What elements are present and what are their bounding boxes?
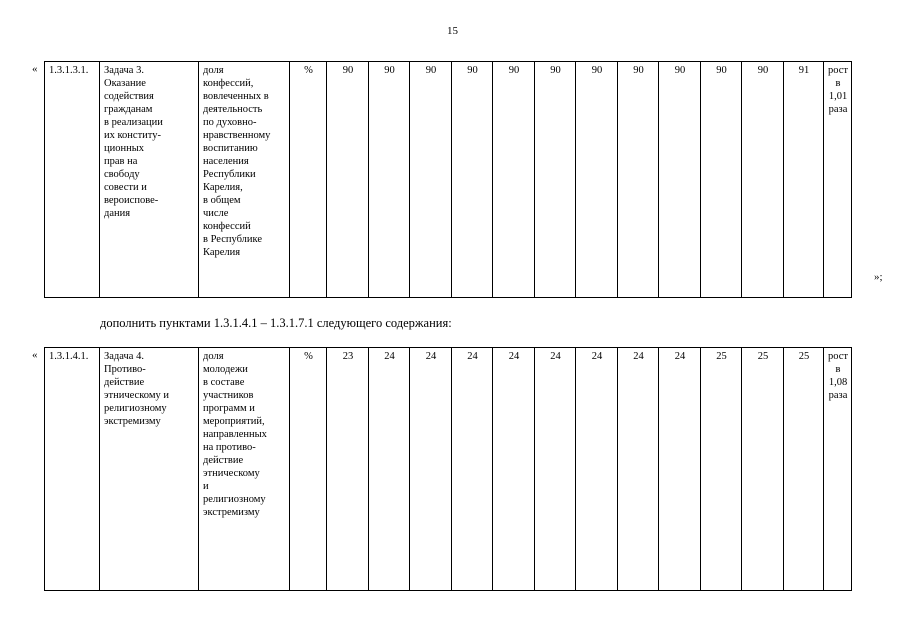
indicator-description <box>199 348 290 591</box>
value-cell: 90 <box>327 62 369 298</box>
text-line: молодежи <box>203 364 248 376</box>
text-line: Задача 4. <box>104 351 144 362</box>
text-line: воспитанию <box>203 143 258 155</box>
value-cell: 90 <box>493 62 535 298</box>
task-description <box>100 348 199 591</box>
text-line: действие <box>104 377 145 389</box>
value-cell: 24 <box>618 348 659 591</box>
text-line: экстремизму <box>203 507 260 519</box>
value-cell: 25 <box>701 348 742 591</box>
text-line: их конститу- <box>104 130 161 142</box>
text-line: Карелия <box>203 247 241 259</box>
text-line: конфессий <box>203 221 251 233</box>
text-line: в <box>835 78 841 90</box>
result-cell <box>824 62 852 298</box>
text-line: деятельность <box>203 104 263 116</box>
value-cell: 90 <box>410 62 452 298</box>
text-line: содействия <box>104 91 154 103</box>
text-line: Противо- <box>104 364 146 376</box>
value-cell: 90 <box>452 62 493 298</box>
value-cell: 25 <box>784 348 824 591</box>
value-cell: 24 <box>493 348 535 591</box>
text-line: совести и <box>104 182 147 194</box>
value-cell: 90 <box>742 62 784 298</box>
text-line: мероприятий, <box>203 416 265 428</box>
text-line: раза <box>828 390 848 402</box>
text-line: рост <box>828 65 849 76</box>
value-cell: 24 <box>535 348 576 591</box>
text-line: Оказание <box>104 78 146 90</box>
closing-quote: »; <box>874 271 883 283</box>
text-line: гражданам <box>104 104 153 116</box>
text-line: в составе <box>203 377 245 389</box>
value-cell: 24 <box>576 348 618 591</box>
text-line: доля <box>203 65 224 76</box>
text-line: Республики <box>203 169 256 181</box>
text-line: доля <box>203 351 224 362</box>
text-line: в Республике <box>203 234 263 246</box>
indicator-description <box>199 62 290 298</box>
text-line: программ и <box>203 403 255 415</box>
text-line: в реализации <box>104 117 163 129</box>
text-line: на противо- <box>203 442 256 454</box>
value-cell: 90 <box>535 62 576 298</box>
text-line: этническому <box>203 468 260 480</box>
text-line: 1,01 <box>828 91 848 103</box>
value-cell: 24 <box>410 348 452 591</box>
text-line: нравственному <box>203 130 271 142</box>
item-code: 1.3.1.4.1. <box>45 348 100 591</box>
table-row <box>45 348 852 591</box>
value-cell: 23 <box>327 348 369 591</box>
text-line: по духовно- <box>203 117 257 129</box>
text-line: участников <box>203 390 254 402</box>
text-line: Задача 3. <box>104 65 144 76</box>
text-line: вовлеченных в <box>203 91 269 103</box>
text-line: направленных <box>203 429 267 441</box>
text-line: действие <box>203 455 244 467</box>
value-cell: 90 <box>659 62 701 298</box>
opening-quote: « <box>32 349 38 361</box>
value-cell: 25 <box>742 348 784 591</box>
value-cell: 90 <box>701 62 742 298</box>
value-cell: 24 <box>452 348 493 591</box>
text-line: 1,08 <box>828 377 848 389</box>
item-code: 1.3.1.3.1. <box>45 62 100 298</box>
text-line: ционных <box>104 143 145 155</box>
text-line: в общем <box>203 195 241 207</box>
amendment-paragraph: дополнить пунктами 1.3.1.4.1 – 1.3.1.7.1 следующего содержания: <box>100 316 452 330</box>
opening-quote: « <box>32 63 38 75</box>
text-line: числе <box>203 208 229 220</box>
text-line: религиозному <box>203 494 266 506</box>
value-cell: 24 <box>659 348 701 591</box>
unit-cell: % <box>290 62 327 298</box>
page-number: 15 <box>447 25 458 37</box>
value-cell: 90 <box>369 62 410 298</box>
table-row <box>45 62 852 298</box>
value-cell: 91 <box>784 62 824 298</box>
unit-cell: % <box>290 348 327 591</box>
text-line: конфессий, <box>203 78 254 90</box>
text-line: религиозному <box>104 403 167 415</box>
value-cell: 90 <box>618 62 659 298</box>
text-line: Карелия, <box>203 182 243 194</box>
task-description <box>100 62 199 298</box>
text-line: в <box>835 364 841 376</box>
text-line: прав на <box>104 156 138 168</box>
value-cell: 24 <box>369 348 410 591</box>
indicator-table-1 <box>44 61 852 298</box>
text-line: экстремизму <box>104 416 161 428</box>
text-line: населения <box>203 156 249 168</box>
text-line: раза <box>828 104 848 116</box>
indicator-table-2 <box>44 347 852 591</box>
text-line: вероиспове- <box>104 195 159 207</box>
text-line: дания <box>104 208 131 220</box>
text-line: рост <box>828 351 849 362</box>
text-line: этническому и <box>104 390 169 402</box>
text-line: и <box>203 481 209 493</box>
result-cell <box>824 348 852 591</box>
value-cell: 90 <box>576 62 618 298</box>
text-line: свободу <box>104 169 140 181</box>
